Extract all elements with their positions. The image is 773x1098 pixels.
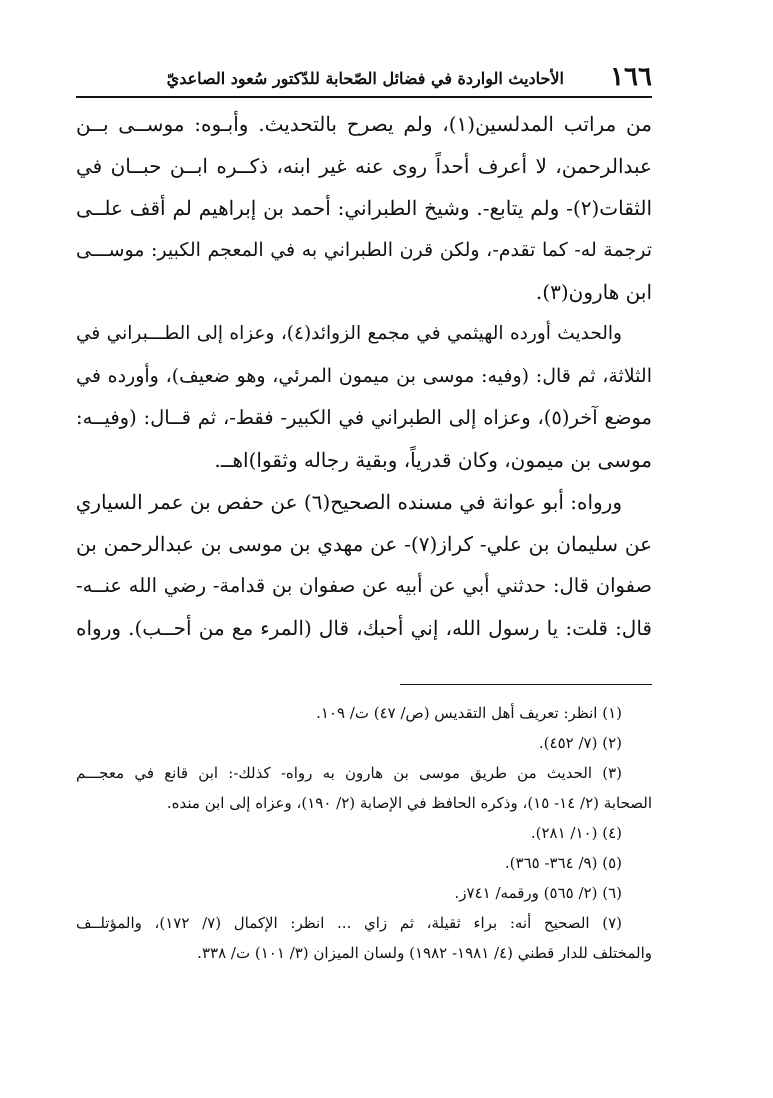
footnote-line: (٥) (٩/ ٣٦٤- ٣٦٥). [504, 854, 622, 872]
running-title: الأحاديث الواردة في فضائل الصّحابة للدّكتور سُعود الصاعديّ [166, 69, 564, 88]
body-line: عبدالرحمن، لا أعرف أحداً روى عنه غير ابنه، ذكــره ابــن حبــان في [76, 154, 652, 178]
body-line: موضع آخر(٥)، وعزاه إلى الطبراني في الكبير- فقط-، ثم قــال: (وفيــه: [76, 406, 652, 429]
footnote-line: الصحابة (٢/ ١٤- ١٥)، وذكره الحافظ في الإصابة (٢/ ١٩٠)، وعزاه إلى ابن منده. [166, 794, 652, 812]
footnote-line: (٦) (٢/ ٥٦٥) ورقمه/ ٧٤١ز. [454, 884, 622, 902]
footnote-line: والمختلف للدار قطني (٤/ ١٩٨١- ١٩٨٢) ولسان الميزان (٣/ ١٠١) ت/ ٣٣٨. [197, 944, 652, 962]
footnote-line: (٧) الصحيح أنه: براء ثقيلة، ثم زاي ... انظر: الإكمال (٧/ ١٧٢)، والمؤتلــف [76, 914, 623, 932]
footnote-line: (٣) الحديث من طريق موسى بن هارون به رواه- كذلك-: ابن قانع في معجـــم [76, 764, 622, 782]
footnote-line: (٤) (١٠/ ٢٨١). [530, 824, 622, 842]
body-line: ترجمة له- كما تقدم-، ولكن قرن الطبراني به في المعجم الكبير: موســـى [76, 239, 652, 261]
body-line: عن سليمان بن علي- كراز(٧)- عن مهدي بن موسى بن عبدالرحمن بن [76, 532, 652, 556]
footnote-line: (٢) (٧/ ٤٥٢). [538, 734, 622, 752]
body-line: الثلاثة، ثم قال: (وفيه: موسى بن ميمون المرئي، وهو ضعيف)، وأورده في [76, 365, 652, 387]
body-text [76, 103, 652, 649]
body-line: ابن هارون(٣). [535, 280, 652, 304]
body-line: قال: قلت: يا رسول الله، إني أحبك، قال (المرء مع من أحــب). ورواه [76, 616, 652, 640]
body-line: ورواه: أبو عوانة في مسنده الصحيح(٦) عن حفص بن عمر السياري [76, 490, 622, 514]
header-divider [76, 96, 652, 98]
page-header [76, 62, 652, 96]
footnote-line: (١) انظر: تعريف أهل التقديس (ص/ ٤٧) ت/ ١٠٩. [316, 704, 622, 722]
body-line: الثقات(٢)- ولم يتابع-. وشيخ الطبراني: أحمد بن إبراهيم لم أقف علــى [76, 196, 652, 220]
page-number: ١٦٦ [610, 62, 652, 92]
body-line: صفوان قال: حدثني أبي عن أبيه عن صفوان بن قدامة- رضي الله عنــه- [76, 574, 652, 597]
footnotes [76, 698, 652, 968]
body-line: من مراتب المدلسين(١)، ولم يصرح بالتحديث. وأبـوه: موســى بــن [76, 112, 652, 136]
footnote-divider [400, 684, 652, 685]
body-line: موسى بن ميمون، وكان قدرياً، وبقية رجاله وثقوا)اهــ. [214, 448, 652, 472]
body-line: والحديث أورده الهيثمي في مجمع الزوائد(٤)، وعزاه إلى الطـــبراني في [76, 323, 622, 344]
